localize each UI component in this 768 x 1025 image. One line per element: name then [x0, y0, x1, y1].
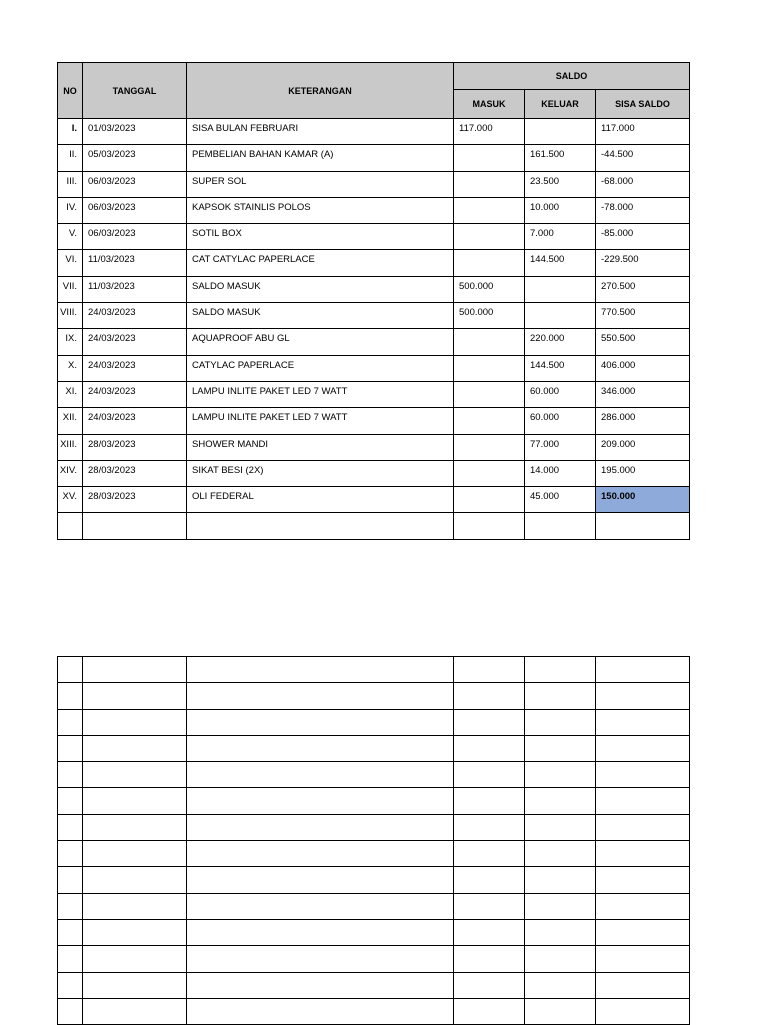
blank-cell [454, 919, 525, 945]
blank-cell [187, 867, 454, 893]
table-row [58, 276, 690, 302]
cell-masuk [454, 250, 525, 276]
blank-cell [454, 657, 525, 683]
cell-tanggal: 28/03/2023 [83, 460, 187, 486]
cell-sisa-saldo: 209.000 [596, 434, 690, 460]
blank-cell [83, 893, 187, 919]
cell-sisa-saldo: -85.000 [596, 224, 690, 250]
cell-no: VII. [58, 276, 83, 302]
blank-cell [187, 735, 454, 761]
cell-masuk [454, 355, 525, 381]
blank-cell [596, 709, 690, 735]
cell-keterangan: SALDO MASUK [187, 276, 454, 302]
cell-tanggal: 24/03/2023 [83, 303, 187, 329]
blank-cell [525, 893, 596, 919]
blank-cell [187, 657, 454, 683]
table-row [58, 355, 690, 381]
blank-cell [58, 998, 83, 1024]
cell-masuk [454, 487, 525, 513]
blank-cell [83, 867, 187, 893]
blank-cell [83, 946, 187, 972]
cell-sisa-saldo: -78.000 [596, 197, 690, 223]
blank-row [58, 709, 690, 735]
table-row [58, 197, 690, 223]
table-row [58, 250, 690, 276]
cell-keluar: 161.500 [525, 145, 596, 171]
cell-tanggal: 11/03/2023 [83, 276, 187, 302]
cell-sisa-saldo: 195.000 [596, 460, 690, 486]
blank-cell [596, 683, 690, 709]
blank-cell [454, 867, 525, 893]
blank-cell [596, 867, 690, 893]
blank-cell [525, 788, 596, 814]
table-row [58, 224, 690, 250]
blank-cell [454, 788, 525, 814]
blank-cell [454, 709, 525, 735]
blank-cell [58, 788, 83, 814]
blank-cell [83, 919, 187, 945]
cell-tanggal: 05/03/2023 [83, 145, 187, 171]
blank-row [58, 972, 690, 998]
cell-keluar: 14.000 [525, 460, 596, 486]
blank-cell [525, 972, 596, 998]
cell-tanggal: 06/03/2023 [83, 197, 187, 223]
blank-row [58, 919, 690, 945]
table-row [58, 460, 690, 486]
cell-masuk: 117.000 [454, 119, 525, 145]
cell-keluar: 7.000 [525, 224, 596, 250]
cell-sisa-saldo: 406.000 [596, 355, 690, 381]
table-row [58, 513, 690, 539]
cell-no: III. [58, 171, 83, 197]
cell-sisa-saldo: -68.000 [596, 171, 690, 197]
cell-keterangan: AQUAPROOF ABU GL [187, 329, 454, 355]
blank-cell [58, 972, 83, 998]
blank-cell [187, 841, 454, 867]
cell-keterangan: LAMPU INLITE PAKET LED 7 WATT [187, 381, 454, 407]
blank-cell [596, 841, 690, 867]
header-saldo: SALDO [454, 63, 690, 90]
cell-tanggal: 28/03/2023 [83, 487, 187, 513]
blank-cell [83, 972, 187, 998]
blank-row [58, 867, 690, 893]
blank-cell [83, 709, 187, 735]
table-row [58, 434, 690, 460]
header-tanggal: TANGGAL [83, 63, 187, 119]
blank-cell [83, 735, 187, 761]
blank-cell [525, 735, 596, 761]
cell-sisa-saldo: 150.000 [596, 487, 690, 513]
cell-tanggal [83, 513, 187, 539]
cell-keterangan: PEMBELIAN BAHAN KAMAR (A) [187, 145, 454, 171]
blank-cell [83, 683, 187, 709]
blank-row [58, 788, 690, 814]
cell-keterangan: SUPER SOL [187, 171, 454, 197]
cell-no: X. [58, 355, 83, 381]
blank-cell [187, 762, 454, 788]
blank-cell [187, 946, 454, 972]
cell-no: XII. [58, 408, 83, 434]
cell-no: XV. [58, 487, 83, 513]
table-row [58, 171, 690, 197]
cell-no: I. [58, 119, 83, 145]
blank-cell [58, 735, 83, 761]
cell-masuk [454, 329, 525, 355]
blank-cell [525, 683, 596, 709]
blank-table [57, 656, 690, 1025]
cell-sisa-saldo: 286.000 [596, 408, 690, 434]
header-keluar: KELUAR [525, 90, 596, 119]
blank-cell [187, 998, 454, 1024]
cell-no: VIII. [58, 303, 83, 329]
blank-cell [83, 762, 187, 788]
cell-no: VI. [58, 250, 83, 276]
cell-no: IV. [58, 197, 83, 223]
cell-keluar: 77.000 [525, 434, 596, 460]
blank-cell [58, 946, 83, 972]
cell-keluar [525, 303, 596, 329]
blank-cell [454, 841, 525, 867]
cell-masuk [454, 434, 525, 460]
cell-keterangan: SISA BULAN FEBRUARI [187, 119, 454, 145]
cell-no: XIII. [58, 434, 83, 460]
cell-keluar: 60.000 [525, 381, 596, 407]
blank-cell [525, 814, 596, 840]
blank-cell [525, 762, 596, 788]
header-keterangan: KETERANGAN [187, 63, 454, 119]
blank-cell [596, 735, 690, 761]
blank-row [58, 841, 690, 867]
cell-no: IX. [58, 329, 83, 355]
blank-cell [454, 814, 525, 840]
cell-keluar: 144.500 [525, 250, 596, 276]
blank-cell [187, 709, 454, 735]
cell-sisa-saldo: 270.500 [596, 276, 690, 302]
cell-masuk [454, 197, 525, 223]
cell-masuk [454, 513, 525, 539]
blank-cell [596, 946, 690, 972]
ledger-body [58, 119, 690, 540]
cell-sisa-saldo: 550.500 [596, 329, 690, 355]
blank-row [58, 998, 690, 1024]
blank-cell [454, 762, 525, 788]
cell-sisa-saldo [596, 513, 690, 539]
blank-body [58, 657, 690, 1025]
blank-cell [187, 788, 454, 814]
blank-cell [525, 919, 596, 945]
header-no: NO [58, 63, 83, 119]
blank-cell [525, 998, 596, 1024]
blank-cell [596, 972, 690, 998]
cell-no: XI. [58, 381, 83, 407]
cell-masuk: 500.000 [454, 276, 525, 302]
blank-cell [596, 998, 690, 1024]
cell-tanggal: 28/03/2023 [83, 434, 187, 460]
blank-cell [525, 867, 596, 893]
cell-masuk [454, 408, 525, 434]
cell-keterangan: SALDO MASUK [187, 303, 454, 329]
cell-keluar [525, 513, 596, 539]
blank-cell [525, 841, 596, 867]
blank-cell [596, 657, 690, 683]
blank-cell [596, 814, 690, 840]
blank-cell [83, 841, 187, 867]
cell-sisa-saldo: -229.500 [596, 250, 690, 276]
blank-cell [187, 814, 454, 840]
table-row [58, 408, 690, 434]
cell-keterangan: SIKAT BESI (2X) [187, 460, 454, 486]
blank-row [58, 762, 690, 788]
blank-cell [187, 972, 454, 998]
blank-cell [83, 998, 187, 1024]
cell-keterangan: OLI FEDERAL [187, 487, 454, 513]
cell-no: V. [58, 224, 83, 250]
cell-keluar: 220.000 [525, 329, 596, 355]
blank-cell [596, 919, 690, 945]
blank-cell [58, 814, 83, 840]
table-row [58, 329, 690, 355]
cell-keluar: 45.000 [525, 487, 596, 513]
blank-row [58, 735, 690, 761]
cell-keterangan: KAPSOK STAINLIS POLOS [187, 197, 454, 223]
cell-keluar: 144.500 [525, 355, 596, 381]
cell-no: II. [58, 145, 83, 171]
blank-row [58, 893, 690, 919]
blank-cell [58, 709, 83, 735]
blank-cell [58, 683, 83, 709]
table-row [58, 487, 690, 513]
cell-masuk [454, 381, 525, 407]
blank-cell [58, 841, 83, 867]
header-masuk: MASUK [454, 90, 525, 119]
cell-tanggal: 24/03/2023 [83, 329, 187, 355]
blank-cell [596, 762, 690, 788]
blank-cell [58, 762, 83, 788]
blank-cell [454, 972, 525, 998]
cell-keterangan: CATYLAC PAPERLACE [187, 355, 454, 381]
cell-keluar: 10.000 [525, 197, 596, 223]
cell-masuk: 500.000 [454, 303, 525, 329]
blank-cell [596, 893, 690, 919]
cell-sisa-saldo: 770.500 [596, 303, 690, 329]
blank-cell [83, 657, 187, 683]
blank-cell [58, 867, 83, 893]
cell-tanggal: 24/03/2023 [83, 408, 187, 434]
cell-keterangan: SOTIL BOX [187, 224, 454, 250]
table-row [58, 303, 690, 329]
cell-keterangan: LAMPU INLITE PAKET LED 7 WATT [187, 408, 454, 434]
blank-cell [187, 893, 454, 919]
blank-row [58, 814, 690, 840]
blank-cell [83, 814, 187, 840]
blank-cell [454, 893, 525, 919]
ledger-table [57, 62, 690, 540]
table-row [58, 145, 690, 171]
cell-sisa-saldo: -44.500 [596, 145, 690, 171]
cell-tanggal: 06/03/2023 [83, 171, 187, 197]
blank-cell [596, 788, 690, 814]
blank-cell [454, 683, 525, 709]
blank-row [58, 946, 690, 972]
table-row [58, 119, 690, 145]
cell-keterangan [187, 513, 454, 539]
blank-cell [58, 657, 83, 683]
cell-sisa-saldo: 346.000 [596, 381, 690, 407]
blank-row [58, 683, 690, 709]
cell-no [58, 513, 83, 539]
blank-cell [525, 657, 596, 683]
cell-tanggal: 06/03/2023 [83, 224, 187, 250]
blank-cell [58, 893, 83, 919]
header-sisa-saldo: SISA SALDO [596, 90, 690, 119]
cell-tanggal: 24/03/2023 [83, 381, 187, 407]
cell-tanggal: 01/03/2023 [83, 119, 187, 145]
table-row [58, 381, 690, 407]
blank-cell [525, 946, 596, 972]
cell-keluar [525, 276, 596, 302]
blank-cell [58, 919, 83, 945]
cell-keluar: 23.500 [525, 171, 596, 197]
cell-keterangan: CAT CATYLAC PAPERLACE [187, 250, 454, 276]
cell-keluar [525, 119, 596, 145]
cell-masuk [454, 224, 525, 250]
cell-tanggal: 11/03/2023 [83, 250, 187, 276]
cell-masuk [454, 145, 525, 171]
cell-masuk [454, 460, 525, 486]
cell-masuk [454, 171, 525, 197]
blank-cell [187, 683, 454, 709]
blank-cell [83, 788, 187, 814]
blank-cell [525, 709, 596, 735]
blank-cell [187, 919, 454, 945]
cell-keluar: 60.000 [525, 408, 596, 434]
cell-sisa-saldo: 117.000 [596, 119, 690, 145]
cell-keterangan: SHOWER MANDI [187, 434, 454, 460]
cell-tanggal: 24/03/2023 [83, 355, 187, 381]
blank-row [58, 657, 690, 683]
blank-cell [454, 998, 525, 1024]
blank-cell [454, 946, 525, 972]
blank-cell [454, 735, 525, 761]
cell-no: XIV. [58, 460, 83, 486]
